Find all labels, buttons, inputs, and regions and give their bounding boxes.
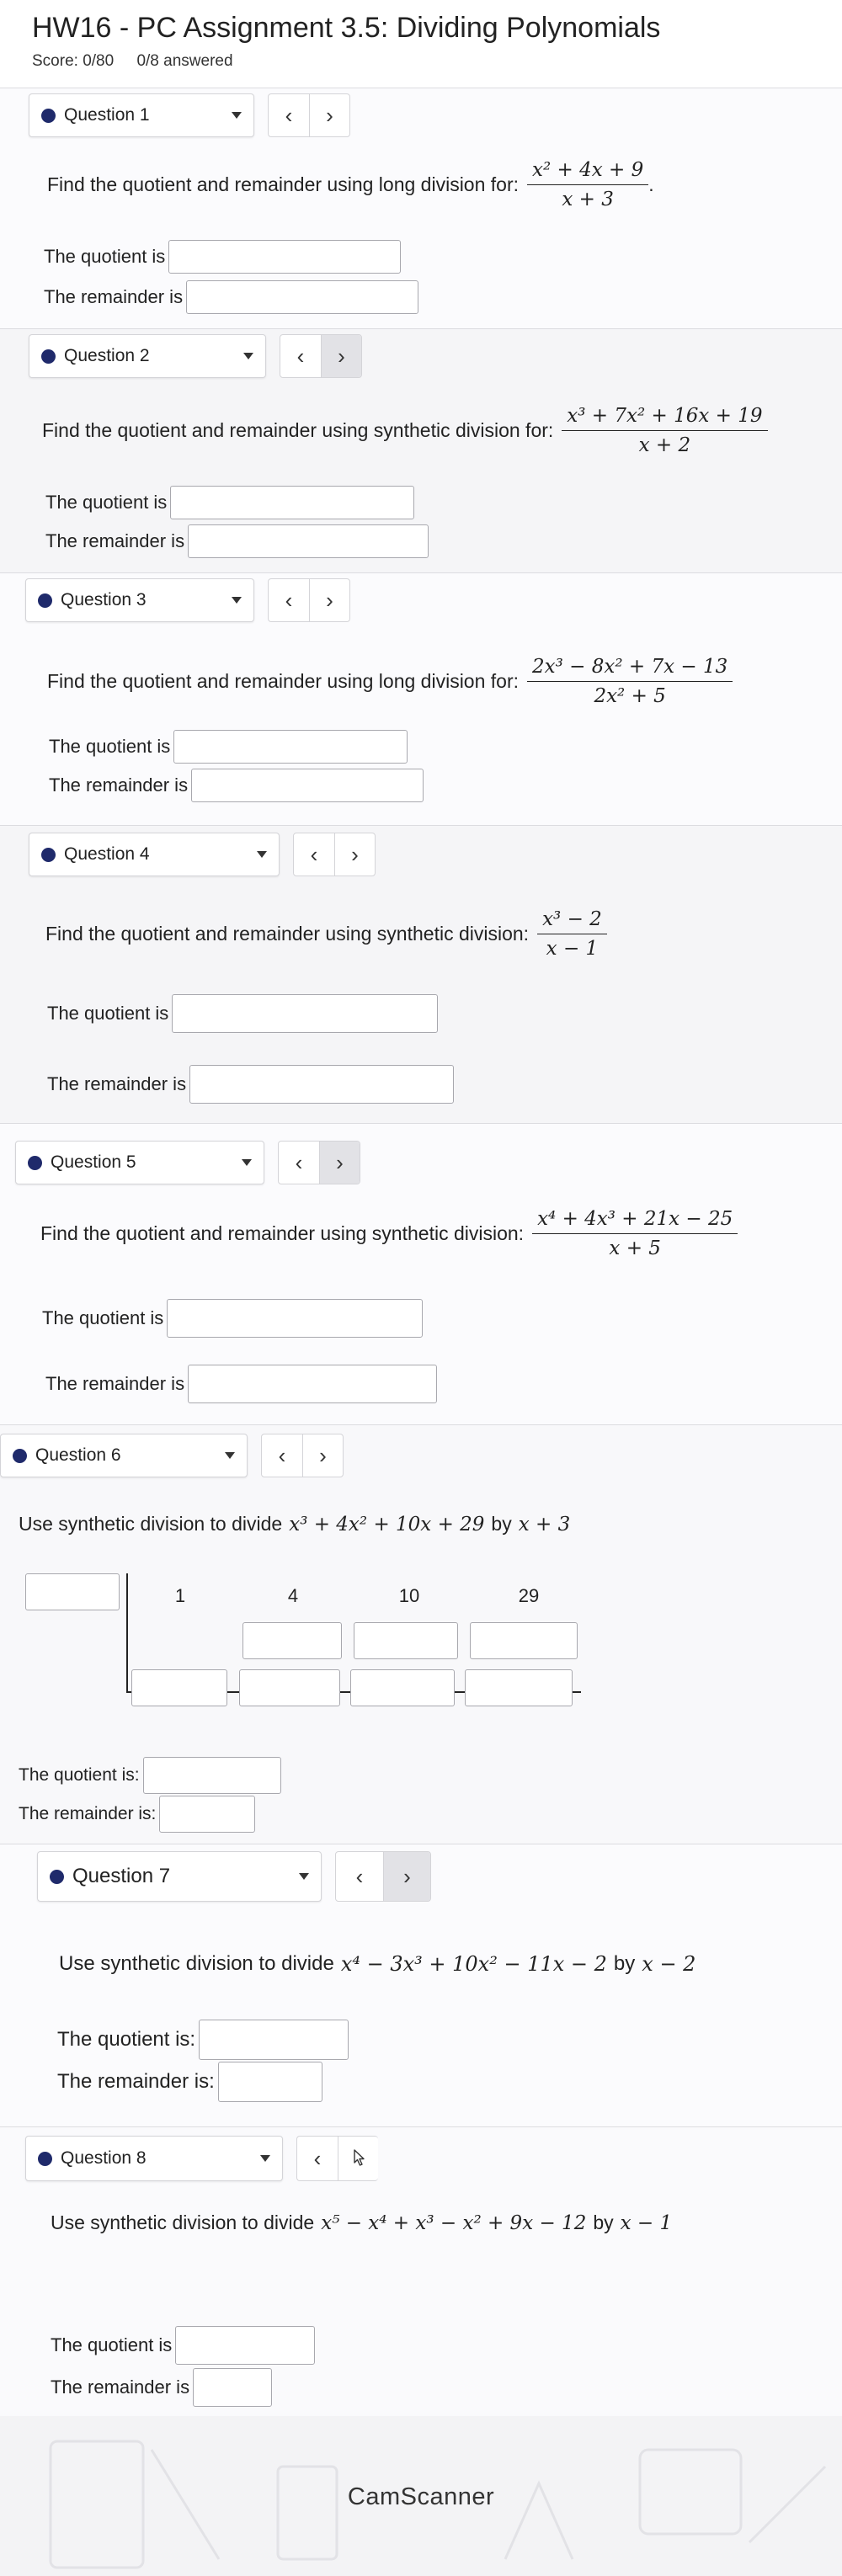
fraction [532,1208,738,1259]
bottom-row-input-3[interactable] [350,1669,455,1706]
division-bar-vertical [126,1573,128,1693]
remainder-row [51,2368,272,2407]
prompt-text: Use synthetic division to divide [59,1952,334,1975]
question-8-navbar [25,2136,378,2181]
status-dot-icon [41,349,56,364]
numerator: x² + 4x + 9 [527,159,648,185]
question-nav [268,93,350,137]
remainder-row [49,769,424,802]
question-7-section [0,1844,842,2126]
question-prompt [51,2211,679,2234]
status-dot-icon [41,109,56,123]
quotient-input[interactable] [175,2326,315,2365]
quotient-label: The quotient is: [57,2028,196,2051]
question-select[interactable] [0,1434,248,1477]
question-label: Question 5 [51,1152,136,1172]
remainder-row [45,524,429,558]
remainder-row [44,280,418,314]
quotient-label: The quotient is [42,1307,164,1328]
question-5-navbar [15,1141,360,1184]
status-dot-icon [38,593,52,608]
quotient-row [51,2326,315,2365]
status-dot-icon [50,1870,64,1884]
prev-question-button[interactable]: ‹ [296,343,305,369]
next-question-button[interactable]: › [321,335,361,377]
question-2-navbar [29,334,362,378]
divisor: x − 2 [642,1952,696,1976]
next-question-button[interactable]: › [302,1434,343,1477]
quotient-label: The quotient is [44,246,166,267]
question-label: Question 3 [61,590,147,609]
divisor: x + 3 [518,1513,571,1535]
question-1-navbar [29,93,350,137]
bottom-row-input-2[interactable] [239,1669,340,1706]
quotient-label: The quotient is [47,1003,169,1024]
prompt-text: Use synthetic division to divide [51,2211,315,2233]
quotient-row [45,486,414,519]
question-nav [335,1851,431,1902]
prev-question-button[interactable]: ‹ [278,1442,286,1468]
remainder-row [19,1796,255,1833]
denominator: x + 5 [609,1237,661,1259]
question-label: Question 6 [35,1445,121,1465]
question-6-navbar [0,1434,344,1477]
coefficient-2: 4 [287,1585,299,1606]
question-1-section [0,88,842,328]
remainder-row [45,1365,437,1403]
prompt-period: . [648,173,654,195]
question-prompt [42,405,768,456]
dividend: x⁵ − x⁴ + x³ − x² + 9x − 12 [321,2211,587,2234]
quotient-input[interactable] [143,1757,281,1794]
question-prompt [47,159,654,210]
question-8-section [0,2126,842,2416]
by-text: by [593,2211,614,2233]
chevron-down-icon [260,2155,270,2162]
question-select[interactable] [25,2136,283,2181]
prompt-text: Find the quotient and remainder using synthetic division for: [42,419,554,441]
chevron-down-icon [232,112,242,119]
quotient-label: The quotient is [49,736,171,757]
question-select[interactable] [29,833,280,876]
question-select[interactable] [25,578,254,622]
question-2-section [0,328,842,572]
coefficient-4: 29 [518,1585,540,1606]
remainder-input[interactable] [193,2368,272,2407]
score-text: Score: 0/80 [32,52,115,70]
quotient-input[interactable] [172,994,438,1033]
question-label: Question 2 [64,346,150,365]
chevron-down-icon [243,353,253,359]
prompt-text: Find the quotient and remainder using synthetic division: [45,923,530,945]
prev-question-button[interactable]: ‹ [285,102,293,128]
question-3-navbar [25,578,350,622]
question-prompt [45,908,607,960]
question-nav [261,1434,344,1477]
chevron-down-icon [299,1873,309,1880]
next-question-button[interactable]: › [334,833,375,876]
chevron-down-icon [242,1159,252,1166]
dividend: x⁴ − 3x³ + 10x² − 11x − 2 [340,1952,607,1976]
numerator: x³ + 7x² + 16x + 19 [562,405,767,431]
prev-question-button[interactable]: ‹ [310,841,318,867]
question-4-navbar [29,833,376,876]
prev-question-button[interactable]: ‹ [295,1149,303,1175]
next-question-button[interactable]: › [309,94,349,136]
denominator: x − 1 [546,938,599,960]
fraction [527,656,733,707]
prompt-text: Find the quotient and remainder using long division for: [47,173,520,195]
quotient-label: The quotient is [51,2334,173,2355]
question-prompt [47,656,733,707]
answered-count: 0/8 answered [136,52,233,70]
by-text: by [491,1513,512,1535]
remainder-row [57,2062,322,2102]
fraction [527,159,648,210]
coefficient-3: 10 [398,1585,420,1606]
remainder-input[interactable] [188,1365,437,1403]
remainder-input[interactable] [188,524,429,558]
divisor-root-input[interactable] [25,1573,120,1610]
numerator: 2x³ − 8x² + 7x − 13 [527,656,733,682]
question-nav [293,833,376,876]
question-nav [278,1141,360,1184]
status-dot-icon [38,2152,52,2166]
question-select[interactable] [15,1141,264,1184]
question-5-section [0,1123,842,1424]
assignment-header [0,0,842,88]
prev-question-button[interactable]: ‹ [313,2145,322,2171]
divisor: x − 1 [620,2211,673,2234]
chevron-down-icon [257,851,267,858]
remainder-label: The remainder is: [19,1804,157,1823]
middle-row-input-2[interactable] [242,1622,342,1659]
question-prompt [40,1208,738,1259]
quotient-input[interactable] [173,730,408,764]
dividend: x³ + 4x² + 10x + 29 [289,1513,485,1535]
remainder-row [47,1065,454,1104]
next-question-button[interactable]: › [383,1852,430,1901]
denominator: x + 2 [638,434,691,456]
quotient-row [19,1757,281,1794]
prompt-text: Find the quotient and remainder using synthetic division: [40,1222,525,1244]
question-label: Question 7 [72,1865,171,1887]
question-4-section [0,825,842,1123]
prev-question-button[interactable]: ‹ [285,587,293,613]
quotient-row [49,730,408,764]
question-prompt [59,1952,702,1976]
by-text: by [613,1952,636,1975]
question-nav [296,2136,378,2181]
quotient-row [57,2020,349,2060]
prompt-text: Find the quotient and remainder using long division for: [47,670,520,692]
remainder-label: The remainder is [45,530,185,551]
status-dot-icon [13,1449,27,1463]
quotient-label: The quotient is [45,492,168,513]
quotient-row [47,994,438,1033]
quotient-input[interactable] [167,1299,423,1338]
next-question-button[interactable]: › [319,1142,360,1184]
numerator: x³ − 2 [537,908,607,934]
next-question-button[interactable] [338,2137,378,2180]
status-dot-icon [28,1156,42,1170]
question-nav [280,334,362,378]
quotient-row [42,1299,423,1338]
question-select[interactable] [37,1851,322,1902]
remainder-input[interactable] [189,1065,454,1104]
bottom-row-input-4[interactable] [465,1669,573,1706]
numerator: x⁴ + 4x³ + 21x − 25 [532,1208,738,1234]
remainder-label: The remainder is: [57,2070,215,2093]
camscanner-brand: CamScanner [347,2483,495,2510]
chevron-down-icon [232,597,242,604]
next-question-button[interactable]: › [309,579,349,621]
remainder-label: The remainder is [47,1073,187,1094]
question-label: Question 1 [64,105,150,125]
quotient-label: The quotient is: [19,1765,140,1785]
denominator: x + 3 [562,189,614,210]
question-3-section [0,572,842,825]
remainder-label: The remainder is [44,286,184,307]
score-line [32,52,252,71]
remainder-input[interactable] [191,769,424,802]
question-7-navbar [37,1851,431,1902]
middle-row-input-4[interactable] [470,1622,578,1659]
remainder-label: The remainder is [51,2376,190,2398]
remainder-input[interactable] [218,2062,322,2102]
question-select[interactable] [29,93,254,137]
fraction [537,908,607,960]
cursor-icon [349,2148,368,2169]
prompt-text: Use synthetic division to divide [19,1513,283,1535]
bottom-row-input-1[interactable] [131,1669,227,1706]
question-prompt [19,1513,577,1535]
remainder-input[interactable] [186,280,418,314]
remainder-input[interactable] [159,1796,255,1833]
denominator: 2x² + 5 [594,685,666,707]
quotient-input[interactable] [168,240,401,274]
quotient-input[interactable] [199,2020,349,2060]
question-label: Question 4 [64,844,150,864]
question-nav [268,578,350,622]
question-label: Question 8 [61,2148,147,2168]
question-6-section [0,1424,842,1844]
status-dot-icon [41,848,56,862]
quotient-input[interactable] [170,486,414,519]
prev-question-button[interactable]: ‹ [355,1863,364,1889]
chevron-down-icon [225,1452,235,1459]
remainder-label: The remainder is [45,1373,185,1394]
quotient-row [44,240,401,274]
middle-row-input-3[interactable] [354,1622,458,1659]
remainder-label: The remainder is [49,774,189,796]
question-select[interactable] [29,334,266,378]
page-title: HW16 - PC Assignment 3.5: Dividing Polynomials [32,12,661,44]
coefficient-1: 1 [174,1585,186,1606]
fraction [562,405,767,456]
